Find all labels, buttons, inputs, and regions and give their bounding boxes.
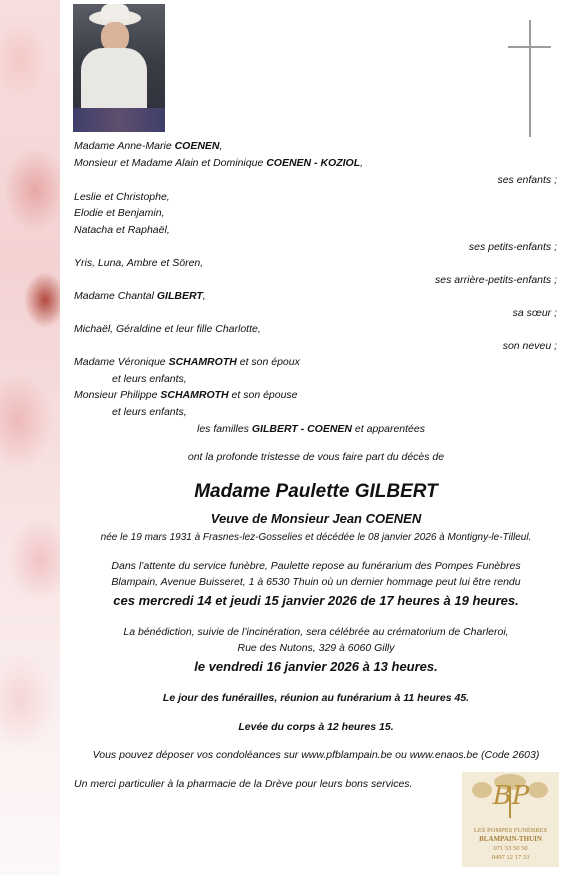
widow-of: Veuve de Monsieur Jean COENEN xyxy=(210,511,422,526)
family-member-line: Madame Véronique SCHAMROTH et son époux xyxy=(74,356,300,368)
cross-icon xyxy=(529,20,531,137)
relation-label: sa sœur ; xyxy=(512,307,557,319)
family-surname: COENEN xyxy=(174,140,220,152)
cherry-blossom-border xyxy=(0,0,60,875)
thanks-text: Un merci particulier à la pharmacie de la Drève pour leurs bons services. xyxy=(74,778,413,790)
deceased-name: Madame Paulette GILBERT xyxy=(194,481,438,502)
family-member-line: Yris, Luna, Ambre et Sören, xyxy=(74,257,204,269)
family-member-line: Monsieur Philippe SCHAMROTH et son épouse xyxy=(74,389,298,401)
logo-phone-2: 0497 12 17 33 xyxy=(491,854,530,861)
family-member-line: Natacha et Raphaël, xyxy=(74,224,170,236)
relation-label: son neveu ; xyxy=(502,340,557,352)
condolences-text: Vous pouvez déposer vos condoléances sur www.pfblampain.be ou www.enaos.be (Code 2603) xyxy=(92,749,540,761)
birth-death-info: née le 19 mars 1931 à Frasnes-lez-Gosselies et décédée le 08 janvier 2026 à Montigny-le-Tilleul. xyxy=(100,532,532,543)
departure-time: Levée du corps à 12 heures 15. xyxy=(238,721,394,733)
family-member-line: Elodie et Benjamin, xyxy=(74,207,165,219)
funerarium-text-2: Blampain, Avenue Buisseret, 1 à 6530 Thuin où un dernier hommage peut lui être rendu xyxy=(111,576,521,588)
family-member-line: Leslie et Christophe, xyxy=(74,191,170,203)
family-surname: SCHAMROTH xyxy=(160,389,229,401)
announcement-text: ont la profonde tristesse de vous faire part du décès de xyxy=(187,451,445,463)
portrait-photo xyxy=(73,4,165,132)
family-member-line: et leurs enfants, xyxy=(112,373,187,385)
family-member-line: les familles GILBERT - COENEN et apparentées xyxy=(197,423,425,435)
meeting-time: Le jour des funérailles, réunion au funérarium à 11 heures 45. xyxy=(162,692,470,704)
logo-line-1: LES POMPES FUNÈBRES xyxy=(473,827,548,834)
relation-label: ses petits-enfants ; xyxy=(468,241,557,253)
family-surname: SCHAMROTH xyxy=(168,356,237,368)
logo-line-2: BLAMPAIN-THUIN xyxy=(479,835,542,843)
family-surname: COENEN - KOZIOL xyxy=(266,157,361,169)
logo-monogram: BP xyxy=(492,781,530,811)
funeral-home-logo xyxy=(462,772,559,867)
relation-label: ses enfants ; xyxy=(497,174,557,186)
family-member-line: Madame Chantal GILBERT, xyxy=(74,290,206,302)
relation-label: ses arrière-petits-enfants ; xyxy=(435,274,557,286)
family-member-line: et leurs enfants, xyxy=(112,406,187,418)
family-member-line: Madame Anne-Marie COENEN, xyxy=(74,140,223,152)
ceremony-date: le vendredi 16 janvier 2026 à 13 heures. xyxy=(194,659,438,674)
family-surname: GILBERT - COENEN xyxy=(251,423,353,435)
blessing-text-2: Rue des Nutons, 329 à 6060 Gilly xyxy=(237,642,395,654)
funerarium-text-1: Dans l’attente du service funèbre, Paulette repose au funérarium des Pompes Funèbres xyxy=(111,560,521,572)
cross-icon-arm xyxy=(508,46,551,48)
family-member-line: Monsieur et Madame Alain et Dominique COENEN - KOZIOL, xyxy=(74,157,364,169)
family-surname: GILBERT xyxy=(156,290,203,302)
visiting-hours: ces mercredi 14 et jeudi 15 janvier 2026 de 17 heures à 19 heures. xyxy=(113,593,519,608)
logo-phone-1: 071 53 50 50 xyxy=(493,845,528,852)
blessing-text-1: La bénédiction, suivie de l’incinération, sera célébrée au crématorium de Charleroi, xyxy=(123,626,509,638)
family-member-line: Michaël, Géraldine et leur fille Charlotte, xyxy=(74,323,261,335)
